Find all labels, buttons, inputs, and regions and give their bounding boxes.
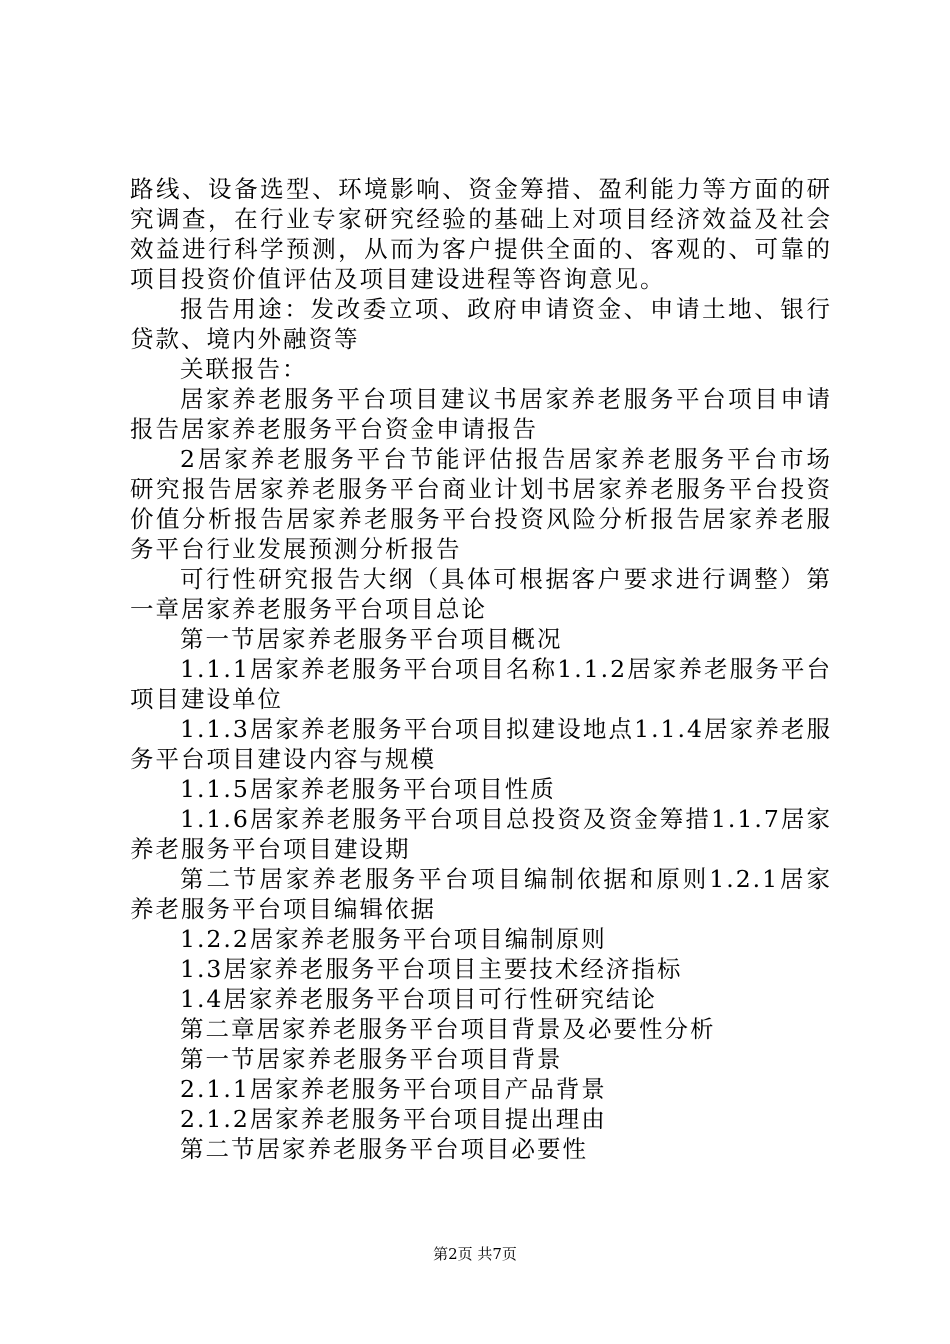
paragraph-19: 2.1.2居家养老服务平台项目提出理由: [180, 1105, 607, 1133]
paragraph-15: 1.4居家养老服务平台项目可行性研究结论: [180, 985, 657, 1013]
paragraph-17: 第一节居家养老服务平台项目背景: [180, 1045, 563, 1073]
paragraph-14: 1.3居家养老服务平台项目主要技术经济指标: [180, 955, 683, 983]
paragraph-10: 1.1.5居家养老服务平台项目性质: [180, 775, 556, 803]
document-body: [130, 174, 832, 1164]
paragraph-11: 1.1.6居家养老服务平台项目总投资及资金筹措1.1.7居家养老服务平台项目建设期: [130, 805, 832, 863]
paragraph-2: 报告用途：发改委立项、政府申请资金、申请土地、银行贷款、境内外融资等: [130, 295, 832, 353]
paragraph-16: 第二章居家养老服务平台项目背景及必要性分析: [180, 1015, 716, 1043]
paragraph-3: 关联报告：: [180, 355, 308, 383]
paragraph-6: 可行性研究报告大纲（具体可根据客户要求进行调整）第一章居家养老服务平台项目总论: [130, 565, 832, 623]
paragraph-13: 1.2.2居家养老服务平台项目编制原则: [180, 925, 607, 953]
paragraph-20: 第二节居家养老服务平台项目必要性: [180, 1135, 588, 1163]
page-number-footer: 第2页 共7页: [433, 1245, 517, 1263]
paragraph-12: 第二节居家养老服务平台项目编制依据和原则1.2.1居家养老服务平台项目编辑依据: [130, 865, 832, 923]
paragraph-8: 1.1.1居家养老服务平台项目名称1.1.2居家养老服务平台项目建设单位: [130, 655, 832, 713]
paragraph-5: 2居家养老服务平台节能评估报告居家养老服务平台市场研究报告居家养老服务平台商业计划书居家养老服务平台投资价值分析报告居家养老服务平台投资风险分析报告居家养老服务平台行业发展预测分析报告: [130, 445, 832, 563]
paragraph-18: 2.1.1居家养老服务平台项目产品背景: [180, 1075, 607, 1103]
paragraph-1: 路线、设备选型、环境影响、资金筹措、盈利能力等方面的研究调查，在行业专家研究经验的基础上对项目经济效益及社会效益进行科学预测，从而为客户提供全面的、客观的、可靠的项目投资价值评估及项目建设进程等咨询意见。: [130, 175, 832, 293]
paragraph-4: 居家养老服务平台项目建议书居家养老服务平台项目申请报告居家养老服务平台资金申请报告: [130, 385, 832, 443]
paragraph-7: 第一节居家养老服务平台项目概况: [180, 625, 563, 653]
paragraph-9: 1.1.3居家养老服务平台项目拟建设地点1.1.4居家养老服务平台项目建设内容与规模: [130, 715, 832, 773]
